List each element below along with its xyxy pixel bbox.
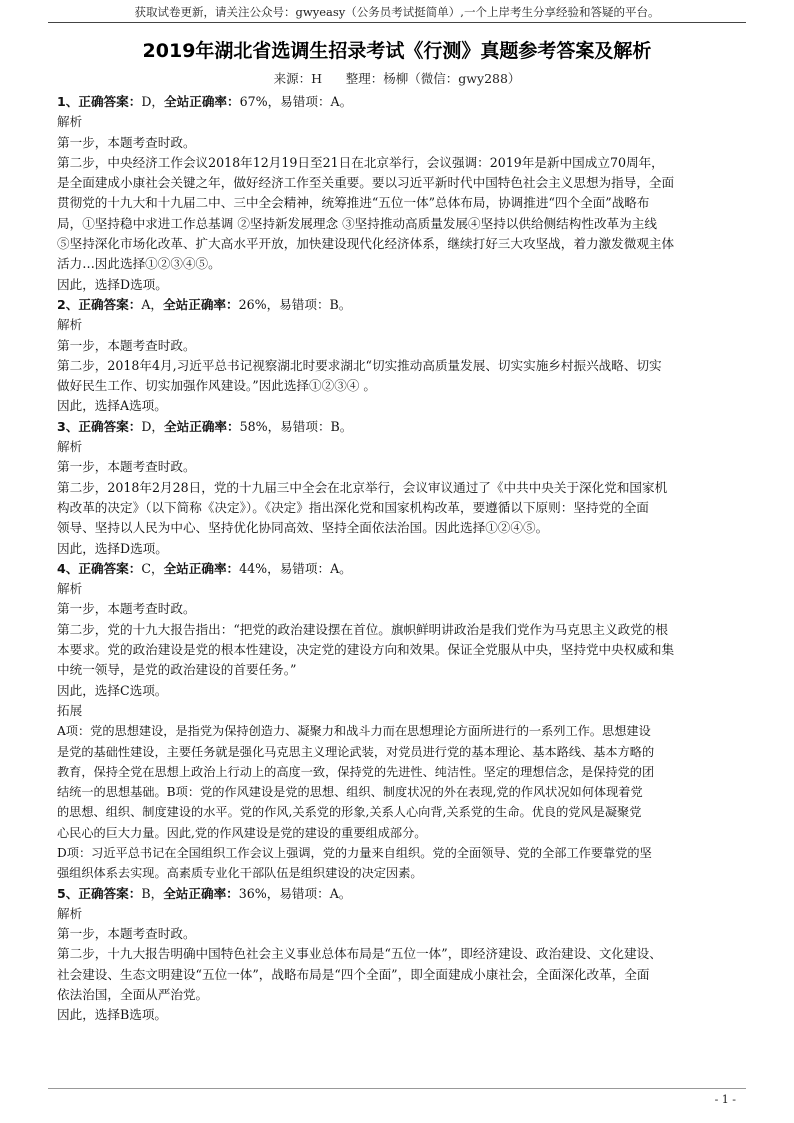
analysis-line: 中统一领导，是党的政治建设的首要任务。”: [57, 662, 297, 678]
analysis-line: 社会建设、生态文明建设“五位一体”，战略布局是“四个全面”，即全面建成小康社会，全面深化改革，全面: [57, 966, 650, 982]
question-block: [57, 559, 741, 884]
analysis-line: 第二步，2018年4月,习近平总书记视察湖北时要求湖北“切实推动高质量发展、切实实施乡村振兴战略、切实: [57, 357, 662, 373]
source-line: 来源：H 整理：杨柳（微信：gwy288）: [273, 71, 521, 86]
extension-line: 强组织体系去实现。高素质专业化干部队伍是组织建设的决定因素。: [57, 866, 423, 881]
extension-line: D项：习近平总书记在全国组织工作会议上强调，党的力量来自组织。党的全面领导、党的全部工作要靠党的坚: [57, 845, 652, 860]
extension-line: 心民心的巨大力量。因此,党的作风建设是党的建设的重要组成部分。: [57, 825, 427, 840]
question-block: [57, 295, 741, 417]
analysis-line: 局，①坚持稳中求进工作总基调 ②坚持新发展理念 ③坚持推动高质量发展④坚持以供给侧结构性改革为主线: [57, 215, 657, 231]
question-block: [57, 417, 741, 559]
analysis-line: 第一步，本题考查时政。: [57, 601, 196, 617]
analysis-line: 第二步，十九大报告明确中国特色社会主义事业总体布局是“五位一体”，即经济建设、政治建设、文化建设、: [57, 946, 662, 962]
analysis-line: 因此，选择B选项。: [57, 1007, 168, 1023]
question-number: 2、: [57, 296, 79, 312]
question-number: 1、: [57, 94, 79, 109]
analysis-line: 因此，选择D选项。: [57, 540, 168, 556]
answer-label: 正确答案：: [78, 418, 142, 434]
header-note: 获取试卷更新，请关注公众号：gwyeasy（公务员考试挺简单）,一个上岸考生分享经验和答疑的平台。: [134, 5, 660, 19]
analysis-line: 做好民生工作、切实加强作风建设。”因此选择①②③④ 。: [57, 378, 376, 394]
rate-label: 全站正确率：: [163, 560, 240, 576]
answer-label: 正确答案：: [78, 296, 142, 312]
analysis-line: 第一步，本题考查时政。: [57, 337, 196, 353]
question-header: [57, 559, 741, 579]
analysis-label: 解析: [57, 114, 83, 130]
question-header: [57, 884, 741, 904]
extension-text: [57, 721, 741, 883]
rate-label: 全站正确率：: [163, 296, 239, 312]
question-header: [57, 417, 741, 437]
answer-value: A，: [141, 296, 164, 312]
answer-label: 正确答案：: [78, 94, 142, 109]
analysis-line: 因此，选择D选项。: [57, 276, 168, 292]
question-block: [57, 884, 741, 1026]
analysis-line: 领导、坚持以人民为中心、坚持优化协同高效、坚持全面依法治国。因此选择①②④⑤。: [57, 520, 549, 536]
analysis-line: ⑤坚持深化市场化改革、扩大高水平开放，加快建设现代化经济体系，继续打好三大攻坚战，着力激发微观主体: [57, 236, 675, 252]
analysis-line: 本要求。党的政治建设是党的根本性建设，决定党的建设方向和效果。保证全党服从中央，坚持党中央权威和集: [57, 642, 675, 658]
rate-label: 全站正确率：: [164, 94, 240, 109]
question-header: [57, 92, 741, 112]
answer-value: B，: [141, 885, 164, 901]
extension-line: 教育，保持全党在思想上政治上行动上的高度一致，保持党的先进性、纯洁性。坚定的理想信念，是保持党的团: [57, 764, 655, 779]
page-title: 2019年湖北省选调生招录考试《行测》真题参考答案及解析: [142, 40, 652, 62]
extension-label: 拓展: [57, 702, 83, 718]
question-header: [57, 295, 741, 315]
page-number: - 1 -: [714, 1093, 736, 1106]
rate-and-error: 44%，易错项：A。: [239, 560, 352, 576]
answer-value: D，: [141, 94, 165, 109]
analysis-label: 解析: [57, 317, 83, 333]
analysis-line: 第一步，本题考查时政。: [57, 926, 196, 942]
footer-divider: [48, 1088, 746, 1089]
answer-label: 正确答案：: [78, 885, 142, 901]
rate-and-error: 36%，易错项：A。: [238, 885, 352, 901]
analysis-label: 解析: [57, 439, 83, 455]
rate-and-error: 26%，易错项：B。: [238, 296, 352, 312]
analysis-line: 第二步，2018年2月28日，党的十九届三中全会在北京举行，会议审议通过了《中共中央关于深化党和国家机: [57, 479, 668, 495]
answer-value: C，: [141, 560, 164, 576]
question-block: [57, 92, 741, 295]
rate-and-error: 67%，易错项：A。: [239, 94, 353, 109]
question-number: 4、: [57, 560, 79, 576]
answer-value: D，: [141, 418, 165, 434]
analysis-label: 解析: [57, 581, 83, 597]
extension-line: A项：党的思想建设，是指党为保持创造力、凝聚力和战斗力而在思想理论方面所进行的一系列工作。思想建设: [57, 724, 651, 739]
analysis-line: 是全面建成小康社会关键之年，做好经济工作至关重要。要以习近平新时代中国特色社会主义思想为指导，全面: [57, 175, 675, 191]
question-number: 3、: [57, 418, 79, 434]
answer-label: 正确答案：: [78, 560, 142, 576]
rate-label: 全站正确率：: [164, 418, 240, 434]
extension-line: 的思想、组织、制度建设的水平。党的作风,关系党的形象,关系人心向背,关系党的生命。优良的党风是凝聚党: [57, 805, 642, 820]
analysis-label: 解析: [57, 905, 83, 921]
analysis-line: 第二步，中央经济工作会议2018年12月19日至21日在北京举行，会议强调：2019年是新中国成立70周年，: [57, 154, 664, 170]
extension-line: 结统一的思想基础。B项：党的作风建设是党的思想、组织、制度状况的外在表现,党的作风状况如何体现着党: [57, 785, 643, 800]
analysis-line: 因此，选择A选项。: [57, 398, 167, 414]
answer-list: [57, 92, 741, 1026]
rate-and-error: 58%，易错项：B。: [239, 418, 353, 434]
question-number: 5、: [57, 885, 79, 901]
analysis-line: 第一步，本题考查时政。: [57, 459, 196, 475]
analysis-line: 贯彻党的十九大和十九届二中、三中全会精神，统筹推进“五位一体”总体布局，协调推进“四个全面”战略布: [57, 195, 650, 211]
rate-label: 全站正确率：: [163, 885, 239, 901]
analysis-line: 因此，选择C选项。: [57, 682, 168, 698]
analysis-line: 第一步，本题考查时政。: [57, 134, 196, 150]
analysis-line: 第二步，党的十九大报告指出：“把党的政治建设摆在首位。旗帜鲜明讲政治是我们党作为马克思主义政党的根: [57, 621, 668, 637]
header-divider: [48, 22, 746, 23]
analysis-line: 依法治国，全面从严治党。: [57, 987, 209, 1003]
analysis-line: 构改革的决定》（以下简称《决定》）。《决定》指出深化党和国家机构改革，要遵循以下原则：坚持党的全面: [57, 499, 649, 515]
extension-line: 是党的基础性建设，主要任务就是强化马克思主义理论武装，对党员进行党的基本理论、基本路线、基本方略的: [57, 744, 655, 759]
analysis-line: 活力…因此选择①②③④⑤。: [57, 256, 221, 272]
